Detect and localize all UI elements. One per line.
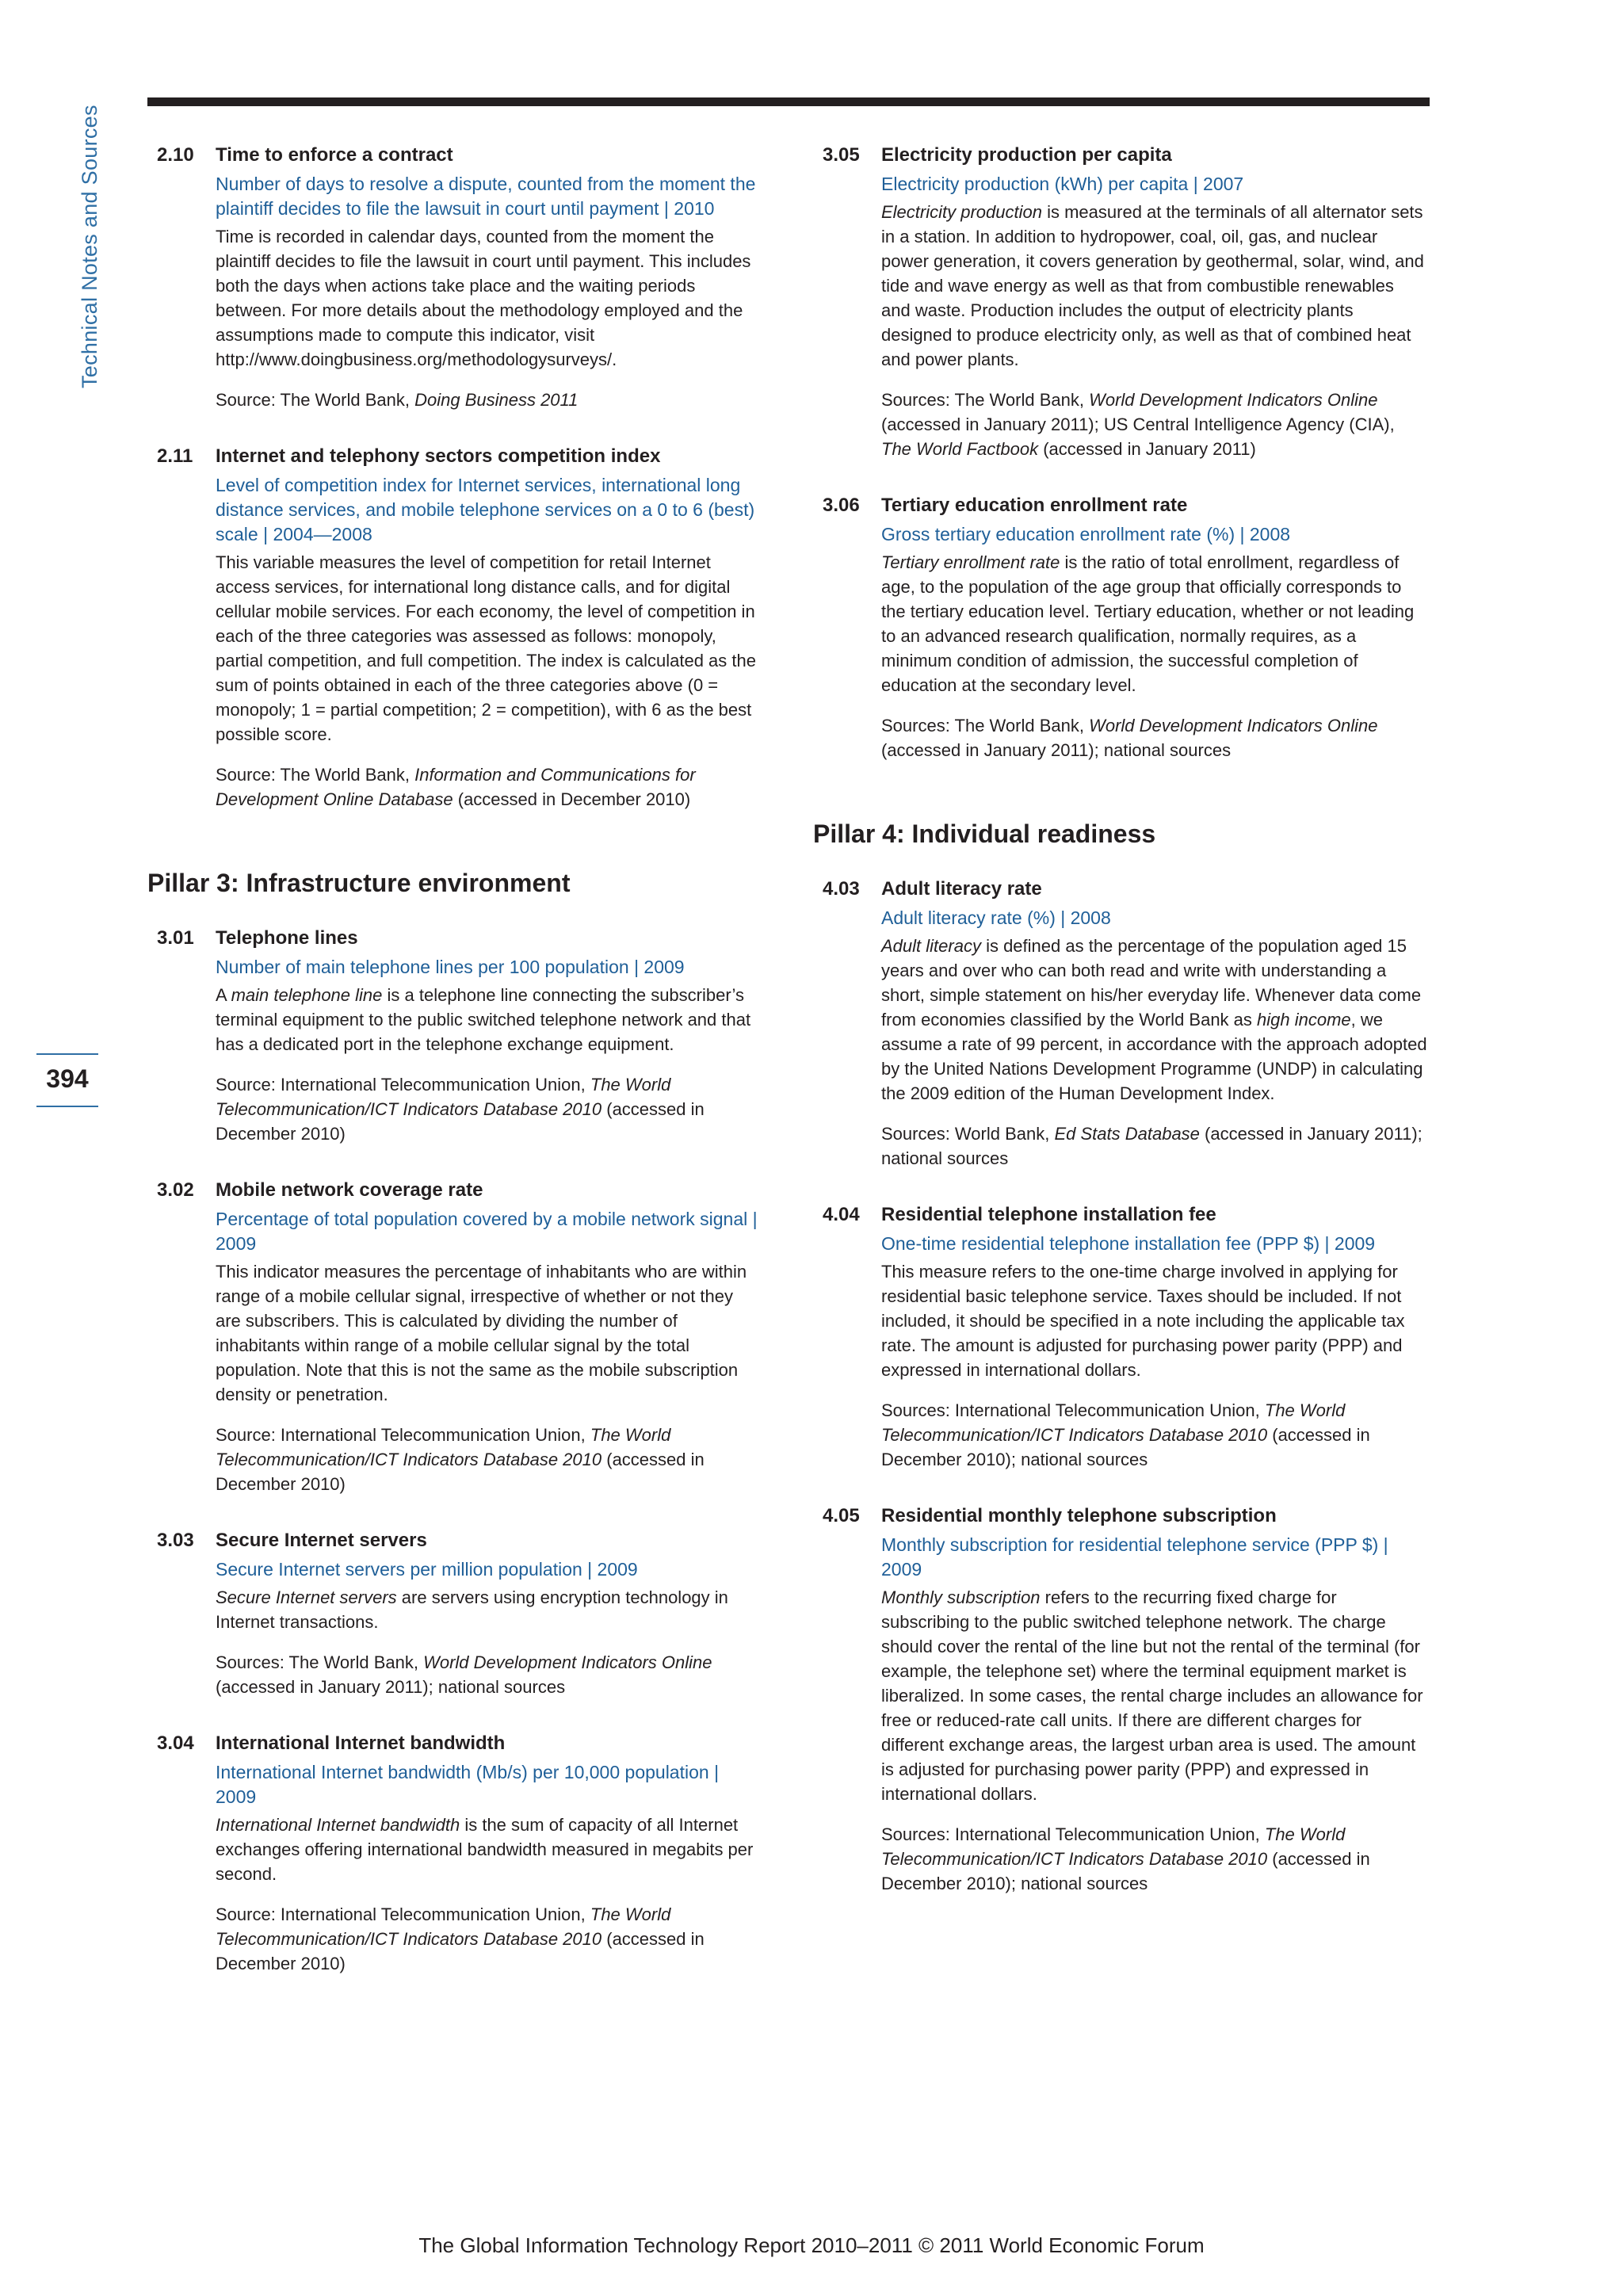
entry-source [881,1398,1427,1472]
entry-source [216,1902,762,1976]
source-text: Sources: World Bank, [881,1124,1055,1144]
entry-3-01 [147,926,762,1146]
entry-definition: Electricity production (kWh) per capita | 2007 [881,174,1244,194]
entry-3-06 [813,493,1427,762]
entry-description: This indicator measures the percentage of inhabitants who are within range of a mobile cellular signal, irrespective of whether or not they are subscribers. This is calculated by dividing the number of inhabitants within range of a mobile cellular signal by the total population. Note that this is not the same as the mobile subscription density or penetration. [216,1262,747,1404]
desc-term: Adult literacy [881,936,981,956]
entry-definition: International Internet bandwidth (Mb/s) per 10,000 population | 2009 [216,1762,720,1807]
entry-definition: Number of days to resolve a dispute, counted from the moment the plaintiff decides to file the lawsuit in court until payment | 2010 [216,174,756,219]
desc-term: Secure Internet servers [216,1587,397,1607]
entry-source [216,388,762,412]
entry-2-11 [147,444,762,812]
entry-code: 2.11 [157,445,193,467]
source-title: The World Telecommunication/ICT Indicators Database 2010 [216,1904,671,1949]
entry-description [216,983,762,1056]
source-text: Sources: The World Bank, [881,716,1090,735]
source-text: (accessed in December 2010); national sources [881,1425,1370,1469]
page-footer: The Global Information Technology Report 2010–2011 © 2011 World Economic Forum [418,2233,1205,2257]
entry-title: Tertiary education enrollment rate [881,495,1188,516]
source-text: Source: The World Bank, [216,765,415,785]
entry-code: 4.05 [823,1505,860,1526]
entry-source [881,1822,1427,1896]
entry-title: Internet and telephony sectors competition index [216,445,661,467]
entry-code: 3.04 [157,1733,194,1754]
entry-definition: Percentage of total population covered by a mobile network signal | 2009 [216,1209,758,1254]
entry-description [216,1813,762,1886]
desc-text: refers to the recurring fixed charge for subscribing to the public switched telephone network. The charge should cover the rental of the line but not the rental of the terminal (for example, the telephone set) where the terminal equipment market is liberalized. In some cases, the rental charge includes an allowance for free or reduced-rate call units. If there are different charges for different exchange areas, the largest urban area is used. The amount is adjusted for purchasing power parity (PPP) and expressed in international dollars. [881,1587,1423,1804]
entry-definition: One-time residential telephone installation fee (PPP $) | 2009 [881,1233,1376,1254]
desc-term: International Internet bandwidth [216,1815,460,1835]
entry-code: 3.06 [823,495,860,516]
source-text: (accessed in December 2010); national sources [881,1849,1370,1893]
entry-title: Telephone lines [216,927,358,949]
source-title: Doing Business 2011 [414,390,579,410]
desc-text: are servers using encryption technology in Internet transactions. [216,1587,728,1632]
source-text: (accessed in January 2011); national sources [216,1677,566,1697]
source-text: Sources: International Telecommunication Union, [881,1824,1265,1844]
desc-text: A [216,985,231,1005]
entry-3-02 [147,1178,762,1496]
entry-description [881,200,1427,372]
source-text: (accessed in January 2011); national sources [881,1124,1423,1168]
entry-description [881,1585,1427,1806]
source-text: (accessed in December 2010) [216,1450,705,1494]
entry-title: Time to enforce a contract [216,144,453,166]
entry-definition: Adult literacy rate (%) | 2008 [881,907,1111,928]
source-title: World Development Indicators Online [1089,390,1378,410]
entry-description [216,1585,762,1634]
source-text: (accessed in January 2011); national sources [881,740,1232,760]
source-text: Source: International Telecommunication Union, [216,1425,590,1445]
desc-text: is measured at the terminals of all alternator sets in a station. In addition to hydropower, coal, oil, gas, and nuclear power generation, it covers generation by geothermal, solar, wind, and tide and wave energy as well as that from combustible renewables and waste. Production includes the output of electricity plants designed to produce electricity only, as well as that of combined heat and power plants. [881,202,1424,369]
entry-3-04 [147,1731,762,1976]
desc-term: main telephone line [231,985,383,1005]
desc-text: is the sum of capacity of all Internet exchanges offering international bandwidth measured in megabits per second. [216,1815,754,1884]
source-title: Ed Stats Database [1054,1124,1200,1144]
source-title: The World Telecommunication/ICT Indicators Database 2010 [216,1425,671,1469]
source-text: Sources: The World Bank, [216,1652,424,1672]
entry-code: 3.01 [157,927,194,949]
entry-code: 3.02 [157,1179,194,1201]
entry-source [881,1121,1427,1171]
desc-text: , we assume a rate of 99 percent, in accordance with the approach adopted by the United Nations Development Programme (UNDP) in calculating the 2009 edition of the Human Development Index. [881,1010,1427,1103]
header-rule [147,97,1430,106]
section-side-label: Technical Notes and Sources [78,105,101,388]
desc-term: Monthly subscription [881,1587,1041,1607]
source-text: Source: The World Bank, [216,390,415,410]
source-text: (accessed in December 2010) [453,789,691,809]
entry-definition: Secure Internet servers per million population | 2009 [216,1559,638,1580]
entry-description: This measure refers to the one-time charge involved in applying for residential basic telephone service. Taxes should be included. If not included, it should be specified in a note including the applicable tax rate. The amount is adjusted for purchasing power parity (PPP) and expressed in international dollars. [881,1262,1405,1380]
source-text: Source: International Telecommunication Union, [216,1904,590,1924]
source-text: (accessed in December 2010) [216,1929,705,1973]
entry-source [216,1072,762,1146]
page-number-rule-top [36,1053,98,1055]
entry-description [881,550,1427,697]
entry-code: 4.04 [823,1204,860,1225]
source-title: World Development Indicators Online [423,1652,712,1672]
entry-title: Adult literacy rate [881,878,1042,900]
source-title: World Development Indicators Online [1089,716,1378,735]
entry-title: Secure Internet servers [216,1530,427,1551]
source-text: (accessed in January 2011); US Central Intelligence Agency (CIA), [881,415,1395,434]
entry-3-03 [147,1528,762,1699]
pillar-heading: Pillar 4: Individual readiness [813,819,1156,848]
source-text: (accessed in January 2011) [1038,439,1256,459]
entry-title: Mobile network coverage rate [216,1179,483,1201]
entry-code: 2.10 [157,144,194,166]
right-column [813,143,1427,1927]
pillar-heading: Pillar 3: Infrastructure environment [147,869,571,897]
entry-description: This variable measures the level of competition for retail Internet access services, for international long distance calls, and for digital cellular mobile services. For each economy, the level of competition in each of the three categories was assessed as follows: monopoly, partial competition, and full competition. The index is calculated as the sum of points obtained in each of the three categories above (0 = monopoly; 1 = partial competition; 2 = competition), with 6 as the best possible score. [216,552,756,744]
source-title: Information and Communications for Development Online Database [216,765,696,809]
entry-title: Residential monthly telephone subscription [881,1505,1277,1526]
page-number: 394 [46,1064,89,1093]
entry-title: International Internet bandwidth [216,1733,506,1754]
source-title: The World Factbook [881,439,1039,459]
entry-source [216,1650,762,1699]
desc-text: is the ratio of total enrollment, regardless of age, to the population of the age group that officially corresponds to the tertiary education level. Tertiary education, whether or not leading to an advanced research qualification, normally requires, as a minimum condition of admission, the successful completion of education at the secondary level. [881,552,1415,695]
entry-2-10 [147,143,762,412]
source-text: Sources: International Telecommunication Union, [881,1400,1265,1420]
entry-title: Residential telephone installation fee [881,1204,1216,1225]
left-column [147,143,762,2008]
desc-text: is defined as the percentage of the population aged 15 years and over who can both read and write with understanding a short, simple statement on his/her everyday life. Whenever data come from economies classified by the World Bank as [881,936,1422,1030]
entry-code: 3.03 [157,1530,194,1551]
entry-3-05 [813,143,1427,461]
entry-source [216,762,762,812]
entry-definition: Level of competition index for Internet services, international long distance services, and mobile telephone services on a 0 to 6 (best) scale | 2004—2008 [216,475,755,544]
entry-description [881,934,1427,1106]
entry-definition: Number of main telephone lines per 100 population | 2009 [216,957,685,977]
desc-term: Electricity production [881,202,1042,222]
source-title: The World Telecommunication/ICT Indicators Database 2010 [881,1400,1346,1445]
entry-definition: Gross tertiary education enrollment rate (%) | 2008 [881,524,1291,544]
entry-4-03 [813,877,1427,1171]
entry-source [881,388,1427,461]
source-title: The World Telecommunication/ICT Indicators Database 2010 [881,1824,1346,1869]
entry-4-05 [813,1503,1427,1896]
source-text: (accessed in December 2010) [216,1099,705,1144]
entry-definition: Monthly subscription for residential telephone service (PPP $) | 2009 [881,1534,1388,1580]
entry-title: Electricity production per capita [881,144,1172,166]
source-text: Sources: The World Bank, [881,390,1090,410]
entry-description: Time is recorded in calendar days, counted from the moment the plaintiff decides to file the lawsuit in court until payment. This includes both the days when actions take place and the waiting periods between. For more details about the methodology employed and the assumptions made to compute this indicator, visit http://www.doingbusiness.org/methodologysurveys/. [216,227,751,369]
source-title: The World Telecommunication/ICT Indicators Database 2010 [216,1075,671,1119]
source-text: Source: International Telecommunication Union, [216,1075,590,1095]
desc-text: is a telephone line connecting the subscriber’s terminal equipment to the public switched telephone network and that has a dedicated port in the telephone exchange equipment. [216,985,751,1054]
entry-code: 4.03 [823,878,860,900]
entry-source [216,1423,762,1496]
entry-source [881,713,1427,762]
entry-code: 3.05 [823,144,860,166]
desc-term: Tertiary enrollment rate [881,552,1060,572]
desc-term: high income [1257,1010,1351,1030]
page-number-rule-bottom [36,1106,98,1107]
entry-4-04 [813,1202,1427,1472]
